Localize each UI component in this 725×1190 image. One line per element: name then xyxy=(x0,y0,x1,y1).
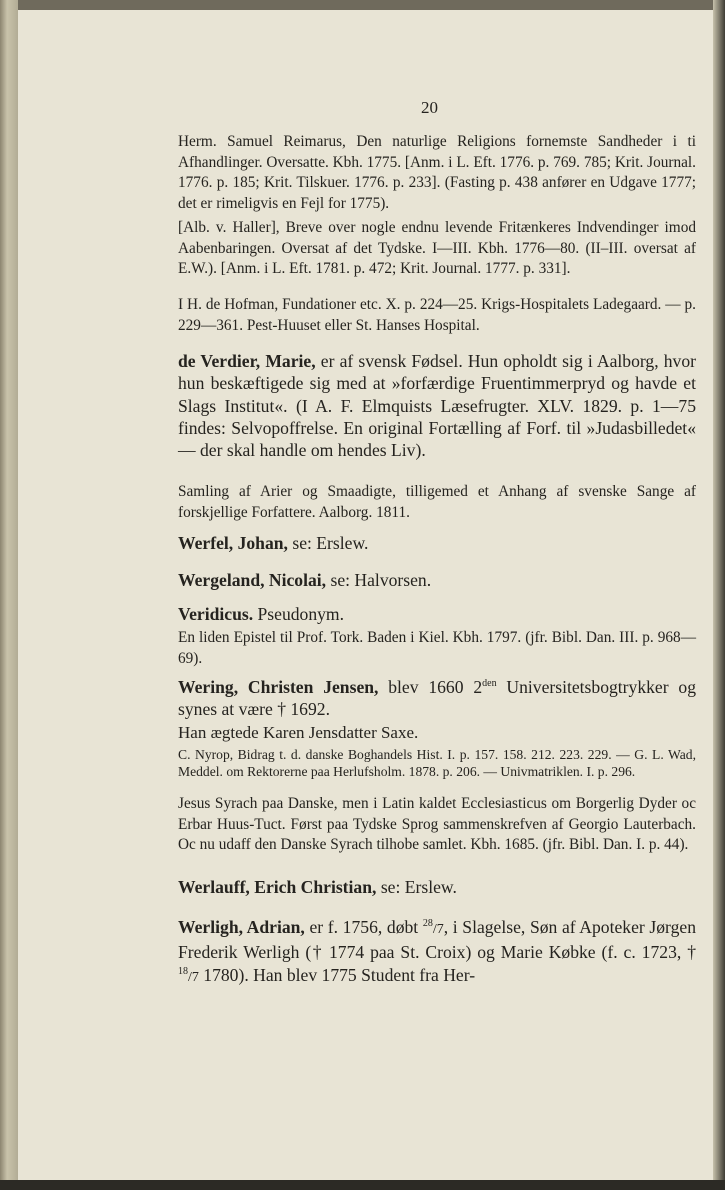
entry-text: Pseudonym. xyxy=(253,604,345,624)
entry-text-b: Universitetsbogtrykker og synes at være † 1692. xyxy=(178,677,696,720)
entry-veridicus xyxy=(178,603,696,625)
reimarus-reference: Herm. Samuel Reimarus, Den naturlige Religions fornemste Sandheder i ti Afhandlinger. Oversatte. Kbh. 1775. [Anm. i L. Eft. 1776. p. 769. 785; Krit. Journal. 1776. p. 185; Krit. Tilskuer. 1776. p. 233]. (Fasting p. 438 anfører en Udgave 1777; det er rimeligvis en Fejl for 1775). xyxy=(178,133,696,212)
haller-reference: [Alb. v. Haller], Breve over nogle endnu levende Fritænkeres Indvendinger imod Aabenbaringen. Oversat af det Tydske. I—III. Kbh. 1776—80. (II–III. oversat af E.W.). [Anm. i L. Eft. 1781. p. 472; Krit. Journal. 1777. p. 331]. xyxy=(178,219,696,277)
wering-married: Han ægtede Karen Jensdatter Saxe. xyxy=(178,723,419,742)
entry-werlauff xyxy=(178,876,696,898)
scan-right-edge xyxy=(713,0,725,1190)
entry-werfel xyxy=(178,532,696,554)
scan-bottom-edge xyxy=(0,1180,725,1190)
date-month: /7 xyxy=(188,969,199,985)
entry-text-c: 1780). Han blev 1775 Student fra Her- xyxy=(198,964,476,985)
entry-werligh xyxy=(178,916,696,989)
entry-wering xyxy=(178,676,696,721)
entry-verdier xyxy=(178,350,696,461)
date-day: 18 xyxy=(178,965,188,977)
page-number: 20 xyxy=(421,98,438,117)
entry-text-b: , i Slagelse, Søn af Apoteker Jørgen Frederik Werligh († 1774 paa St. Croix) og Marie Købke (f. c. 1723, † xyxy=(178,917,696,963)
veridicus-work: En liden Epistel til Prof. Tork. Baden i Kiel. Kbh. 1797. (jfr. Bibl. Dan. III. p. 968—69). xyxy=(178,629,696,667)
entry-text: se: Erslew. xyxy=(376,877,457,897)
entry-text-a: blev 1660 2 xyxy=(378,677,483,697)
book-page xyxy=(18,10,713,1182)
entry-wergeland xyxy=(178,569,696,591)
entry-name: Wergeland, Nicolai, xyxy=(178,570,327,590)
entry-text: er af svensk Fødsel. Hun opholdt sig i Aalborg, hvor hun beskæftigede sig med at »forfærdige Fruentimmerpryd og havde et Slags Institut«. (I A. F. Elmquists Læsefrugter. XLV. 1829. p. 1—75 findes: Selvopoffrelse. En original Fortælling af Forf. til »Judasbilledet« — der skal handle om hendes Liv). xyxy=(178,351,696,461)
entry-text: se: Erslew. xyxy=(287,533,369,553)
entry-text: se: Halvorsen. xyxy=(326,570,432,590)
superscript: den xyxy=(482,678,497,690)
entry-name: Werlauff, Erich Christian, xyxy=(178,877,377,897)
verdier-work: Samling af Arier og Smaadigte, tilligemed et Anhang af svenske Sange af forskjellige Forfattere. Aalborg. 1811. xyxy=(178,483,696,521)
wering-work: Jesus Syrach paa Danske, men i Latin kaldet Ecclesiasticus om Borgerlig Dyder oc Erbar Huus-Tuct. Først paa Tydske Sprog sammenskrefven af Georgio Lauterbach. Oc nu udaff den Danske Syrach tilhobe samlet. Kbh. 1685. (jfr. Bibl. Dan. I. p. 44). xyxy=(178,795,696,853)
date-month: /7 xyxy=(432,922,444,937)
date-day: 28 xyxy=(422,918,433,930)
hofman-reference: I H. de Hofman, Fundationer etc. X. p. 224—25. Krigs-Hospitalets Ladegaard. — p. 229—361. Pest-Huuset eller St. Hanses Hospital. xyxy=(178,296,696,334)
wering-citation: C. Nyrop, Bidrag t. d. danske Boghandels Hist. I. p. 157. 158. 212. 223. 229. — G. L. Wad, Meddel. om Rektorerne paa Herlufsholm. 1878. p. 206. — Univmatriklen. I. p. 296. xyxy=(178,747,696,779)
entry-name: Werfel, Johan, xyxy=(178,533,288,553)
entry-name: de Verdier, Marie, xyxy=(178,351,316,371)
entry-text-a: er f. 1756, døbt xyxy=(304,917,423,937)
entry-name: Werligh, Adrian, xyxy=(178,917,305,937)
book-spine xyxy=(0,0,18,1190)
entry-name: Veridicus. xyxy=(178,604,254,624)
entry-name: Wering, Christen Jensen, xyxy=(178,677,379,697)
